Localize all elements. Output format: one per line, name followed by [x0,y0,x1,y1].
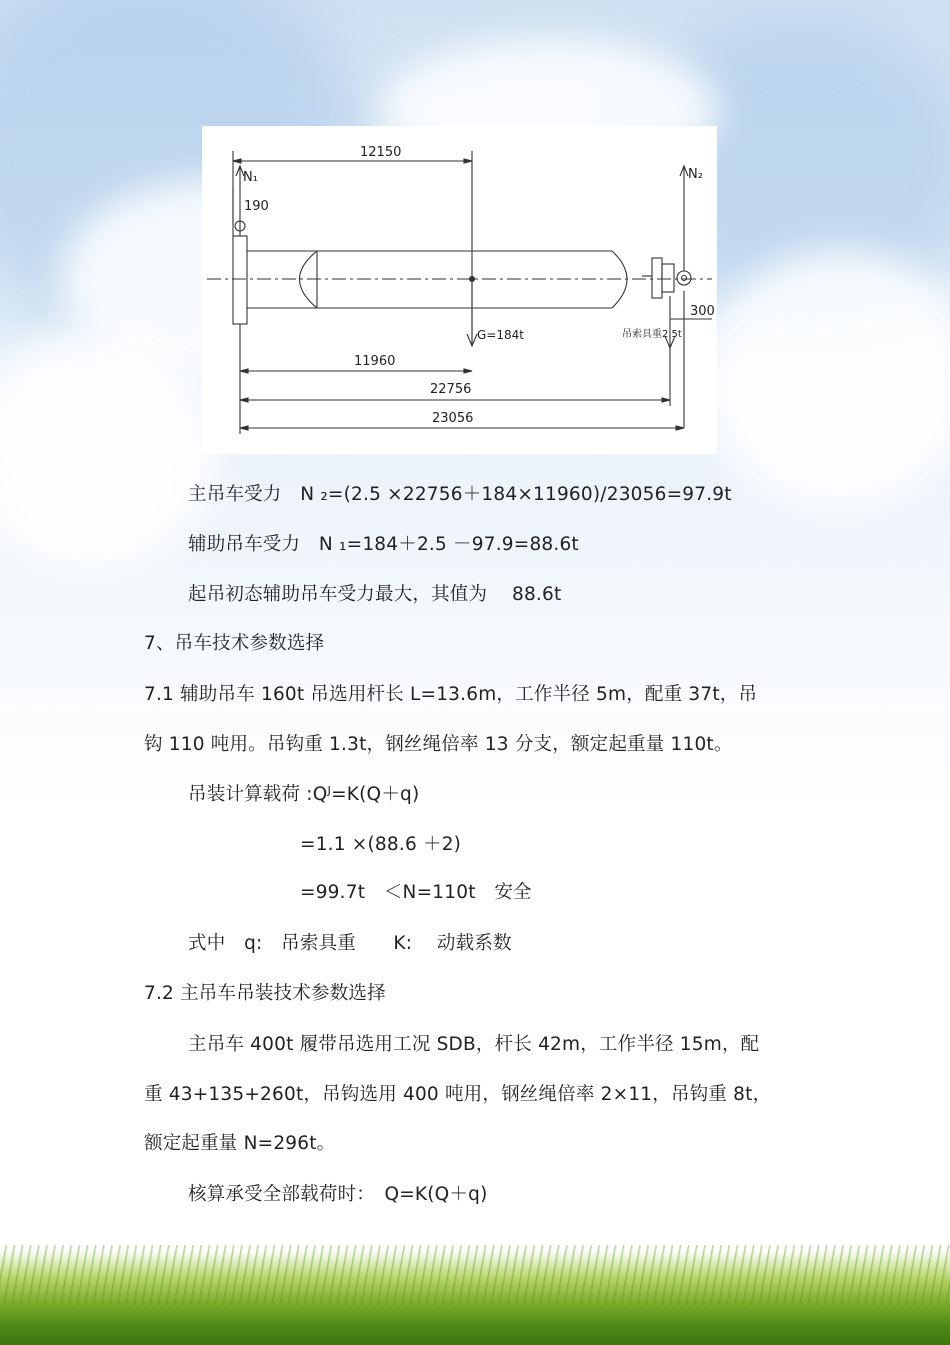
main-crane-force-line: 主吊车受力 N ₂=(2.5 ×22756＋184×11960)/23056=97.9t [188,484,732,505]
label-300: 300 [690,304,715,319]
right-flange [652,258,662,298]
section-7-2-line-1: 主吊车 400t 履带吊选用工况 SDB，杆长 42m，工作半径 15m，配 [188,1034,760,1055]
label-22756: 22756 [430,382,472,397]
label-11960: 11960 [354,354,396,369]
load-result-line: =99.7t ＜N=110t 安全 [300,882,532,903]
label-12150: 12150 [360,145,402,160]
lifting-force-diagram [202,126,717,454]
section-7-2-line-3: 额定起重量 N=296t。 [144,1133,336,1154]
label-rigging: 吊索具重2.5t [622,329,682,340]
load-formula-line: 吊装计算载荷 :Qᴶ=K(Q＋q) [188,784,420,805]
full-load-check-line: 核算承受全部载荷时： Q=K(Q＋q) [188,1184,488,1205]
diagram-svg [202,126,717,454]
max-force-line: 起吊初态辅助吊车受力最大，其值为 88.6t [188,584,562,605]
section-7-1-line-2: 钩 110 吨用。吊钩重 1.3t，钢丝绳倍率 13 分支，额定起重量 110t。 [144,734,733,755]
section-7-2-heading: 7.2 主吊车吊装技术参数选择 [144,983,386,1004]
label-g: G=184t [477,328,524,342]
label-n2: N₂ [688,167,703,182]
section-7-heading: 7、吊车技术参数选择 [144,633,325,654]
symbol-definitions-line: 式中 q: 吊索具重 K: 动载系数 [188,933,512,954]
aux-crane-force-line: 辅助吊车受力 N ₁=184＋2.5 －97.9=88.6t [188,534,579,555]
left-flange [233,236,247,324]
load-calc-line: =1.1 ×(88.6 ＋2) [300,834,462,855]
label-190: 190 [244,199,269,214]
section-7-1-line-1: 7.1 辅助吊车 160t 吊选用杆长 L=13.6m，工作半径 5m，配重 37t，吊 [144,684,758,705]
section-7-2-line-2: 重 43+135+260t，吊钩选用 400 吨用，钢丝绳倍率 2×11，吊钩重 8t， [144,1084,772,1105]
label-n1: N₁ [243,170,258,185]
label-23056: 23056 [432,411,474,426]
